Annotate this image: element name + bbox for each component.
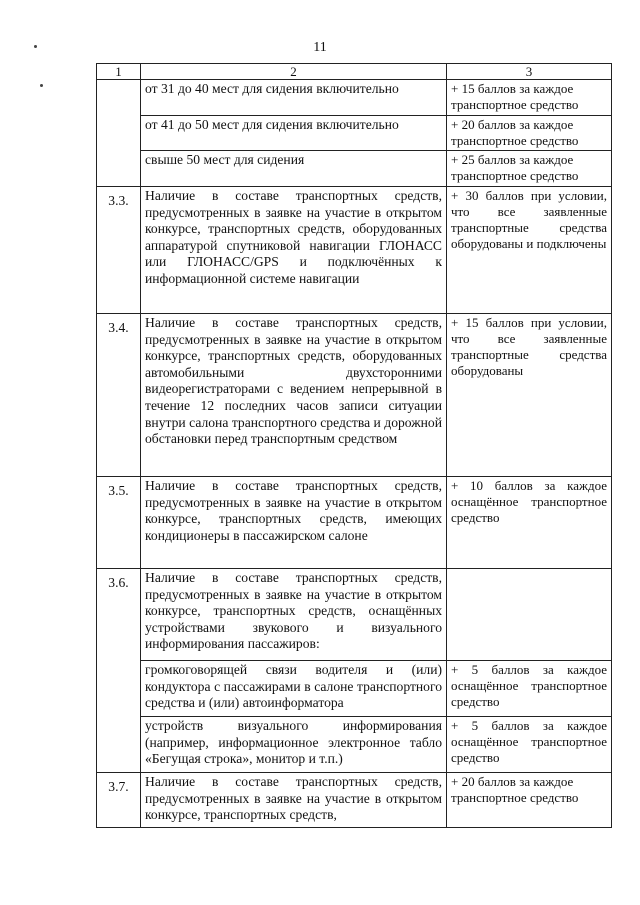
criterion-cell: от 41 до 50 мест для сидения включительно <box>141 116 447 151</box>
table-row <box>97 661 612 717</box>
number-cell: 3.7. <box>97 773 141 828</box>
table-row <box>97 187 612 314</box>
number-cell: 3.6. <box>97 569 141 773</box>
criterion-cell: Наличие в составе транспортных средств, предусмотренных в заявке на участие в открытом конкурсе, транспортных средств, оборудованных автомобильными двухсторонними видеорегистраторами с ведением непрерывной в течение 12 последних часов записи ситуации внутри салона транспортного средства и дорожной обстановки перед транспортным средством <box>141 314 447 477</box>
scan-speck <box>34 45 37 48</box>
table-row <box>97 773 612 828</box>
criterion-cell: Наличие в составе транспортных средств, предусмотренных в заявке на участие в открытом конкурсе, транспортных средств, оборудованных аппаратурой спутниковой навигации ГЛОНАСС или ГЛОНАСС/GPS и подключённых к информационной системе навигации <box>141 187 447 314</box>
criterion-cell: от 31 до 40 мест для сидения включительно <box>141 80 447 116</box>
points-cell: + 20 баллов за каждое транспортное средство <box>447 116 612 151</box>
points-cell: + 20 баллов за каждое транспортное средство <box>447 773 612 828</box>
page-number: 11 <box>313 40 327 55</box>
table-header-row <box>97 64 612 80</box>
criterion-cell: Наличие в составе транспортных средств, предусмотренных в заявке на участие в открытом конкурсе, транспортных средств, оснащённых устройствами звукового и визуального информирования пассажиров: <box>141 569 447 661</box>
number-cell <box>97 151 141 187</box>
criterion-cell: громкоговорящей связи водителя и (или) кондуктора с пассажирами в салоне транспортного средства и (или) автоинформатора <box>141 661 447 717</box>
number-cell: 3.4. <box>97 314 141 477</box>
table-row <box>97 717 612 773</box>
criterion-cell: Наличие в составе транспортных средств, предусмотренных в заявке на участие в открытом конкурсе, транспортных средств, имеющих кондиционеры в пассажирском салоне <box>141 477 447 569</box>
points-cell: + 15 баллов при условии, что все заявленные транспортные средства оборудованы <box>447 314 612 477</box>
number-cell: 3.3. <box>97 187 141 314</box>
table-row <box>97 80 612 116</box>
criteria-table <box>96 63 612 828</box>
points-cell: + 10 баллов за каждое оснащённое транспортное средство <box>447 477 612 569</box>
points-cell <box>447 569 612 661</box>
table-row <box>97 314 612 477</box>
scan-speck <box>40 84 43 87</box>
criterion-cell: свыше 50 мест для сидения <box>141 151 447 187</box>
criterion-cell: устройств визуального информирования (например, информационное электронное табло «Бегущая строка», монитор и т.п.) <box>141 717 447 773</box>
header-cell: 2 <box>141 64 447 80</box>
points-cell: + 30 баллов при условии, что все заявленные транспортные средства оборудованы и подключены <box>447 187 612 314</box>
points-cell: + 25 баллов за каждое транспортное средство <box>447 151 612 187</box>
points-cell: + 5 баллов за каждое оснащённое транспортное средство <box>447 661 612 717</box>
number-cell: 3.5. <box>97 477 141 569</box>
points-cell: + 5 баллов за каждое оснащённое транспортное средство <box>447 717 612 773</box>
header-cell: 1 <box>97 64 141 80</box>
table-row <box>97 151 612 187</box>
table-row <box>97 477 612 569</box>
number-cell <box>97 80 141 116</box>
points-cell: + 15 баллов за каждое транспортное средство <box>447 80 612 116</box>
criterion-cell: Наличие в составе транспортных средств, предусмотренных в заявке на участие в открытом конкурсе, транспортных средств, <box>141 773 447 828</box>
header-cell: 3 <box>447 64 612 80</box>
table-row <box>97 116 612 151</box>
number-cell <box>97 116 141 151</box>
table-row <box>97 569 612 661</box>
